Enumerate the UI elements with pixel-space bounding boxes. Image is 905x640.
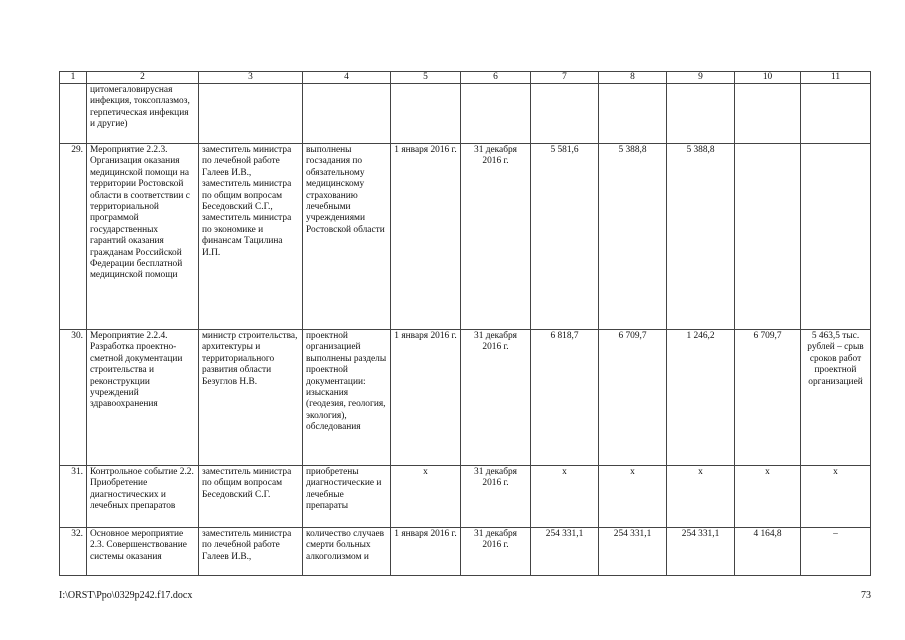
table-row: [60, 84, 871, 144]
responsible-cell: [199, 84, 303, 144]
row-number: 30.: [60, 330, 87, 466]
column-number-9: 9: [667, 72, 735, 84]
value-cell-8: 6 709,7: [599, 330, 667, 466]
column-number-8: 8: [599, 72, 667, 84]
result-cell: выполнены госзадания по обязательному медицинскому страхованию лечебными учреждениями Ростовской области: [303, 144, 391, 330]
start-date-cell: [391, 84, 461, 144]
end-date-cell: 31 декабря 2016 г.: [461, 144, 531, 330]
table-row: [60, 330, 871, 466]
value-cell-8: 254 331,1: [599, 528, 667, 576]
table-row: [60, 528, 871, 576]
file-path: I:\ORST\Ppo\0329p242.f17.docx: [59, 590, 193, 601]
row-number: 31.: [60, 466, 87, 528]
value-cell-9: 254 331,1: [667, 528, 735, 576]
responsible-cell: заместитель министра по лечебной работе Галеев И.В.,: [199, 528, 303, 576]
event-cell: Контрольное событие 2.2. Приобретение диагностических и лечебных препаратов: [87, 466, 199, 528]
column-number-3: 3: [199, 72, 303, 84]
responsible-cell: заместитель министра по общим вопросам Беседовский С.Г.: [199, 466, 303, 528]
start-date-cell: 1 января 2016 г.: [391, 144, 461, 330]
column-number-10: 10: [735, 72, 801, 84]
value-cell-8: х: [599, 466, 667, 528]
note-cell: [801, 144, 871, 330]
value-cell-7: 5 581,6: [531, 144, 599, 330]
column-number-1: 1: [60, 72, 87, 84]
result-cell: [303, 84, 391, 144]
event-cell: Мероприятие 2.2.3. Организация оказания медицинской помощи на территории Ростовской области в соответствии с территориальной программой государственных гарантий оказания гражданам Российской Федерации бесплатной медицинской помощи: [87, 144, 199, 330]
end-date-cell: 31 декабря 2016 г.: [461, 466, 531, 528]
end-date-cell: 31 декабря 2016 г.: [461, 528, 531, 576]
value-cell-7: 254 331,1: [531, 528, 599, 576]
column-number-4: 4: [303, 72, 391, 84]
row-number: 29.: [60, 144, 87, 330]
value-cell-9: 1 246,2: [667, 330, 735, 466]
column-number-6: 6: [461, 72, 531, 84]
value-cell-7: х: [531, 466, 599, 528]
responsible-cell: заместитель министра по лечебной работе Галеев И.В., заместитель министра по общим вопросам Беседовский С.Г., заместитель министра по экономике и финансам Тацилина И.П.: [199, 144, 303, 330]
row-number: [60, 84, 87, 144]
value-cell-10: 6 709,7: [735, 330, 801, 466]
row-number: 32.: [60, 528, 87, 576]
start-date-cell: х: [391, 466, 461, 528]
note-cell: –: [801, 528, 871, 576]
result-cell: приобретены диагностические и лечебные препараты: [303, 466, 391, 528]
column-number-11: 11: [801, 72, 871, 84]
end-date-cell: [461, 84, 531, 144]
event-cell: Мероприятие 2.2.4. Разработка проектно-сметной документации строительства и реконструкции учреждений здравоохранения: [87, 330, 199, 466]
result-cell: количество случаев смерти больных алкоголизмом и: [303, 528, 391, 576]
start-date-cell: 1 января 2016 г.: [391, 528, 461, 576]
event-cell: цитомегаловирусная инфекция, токсоплазмоз, герпетическая инфекция и другие): [87, 84, 199, 144]
table-row: [60, 144, 871, 330]
start-date-cell: 1 января 2016 г.: [391, 330, 461, 466]
end-date-cell: 31 декабря 2016 г.: [461, 330, 531, 466]
table-row: [60, 466, 871, 528]
event-cell: Основное мероприятие 2.3. Совершенствование системы оказания: [87, 528, 199, 576]
column-number-2: 2: [87, 72, 199, 84]
column-number-5: 5: [391, 72, 461, 84]
value-cell-9: х: [667, 466, 735, 528]
value-cell-10: [735, 144, 801, 330]
value-cell-8: 5 388,8: [599, 144, 667, 330]
value-cell-9: 5 388,8: [667, 144, 735, 330]
note-cell: [801, 84, 871, 144]
report-table: [59, 71, 871, 576]
page-number: 73: [861, 590, 871, 601]
value-cell-8: [599, 84, 667, 144]
value-cell-10: [735, 84, 801, 144]
column-number-7: 7: [531, 72, 599, 84]
note-cell: 5 463,5 тыс. рублей – срыв сроков работ проектной организацией: [801, 330, 871, 466]
value-cell-7: 6 818,7: [531, 330, 599, 466]
note-cell: х: [801, 466, 871, 528]
value-cell-10: 4 164,8: [735, 528, 801, 576]
value-cell-9: [667, 84, 735, 144]
value-cell-10: х: [735, 466, 801, 528]
responsible-cell: министр строительства, архитектуры и территориального развития области Безуглов Н.В.: [199, 330, 303, 466]
header-row: [60, 72, 871, 84]
value-cell-7: [531, 84, 599, 144]
result-cell: проектной организацией выполнены разделы проектной документации: изыскания (геодезия, геология, экология), обследования: [303, 330, 391, 466]
